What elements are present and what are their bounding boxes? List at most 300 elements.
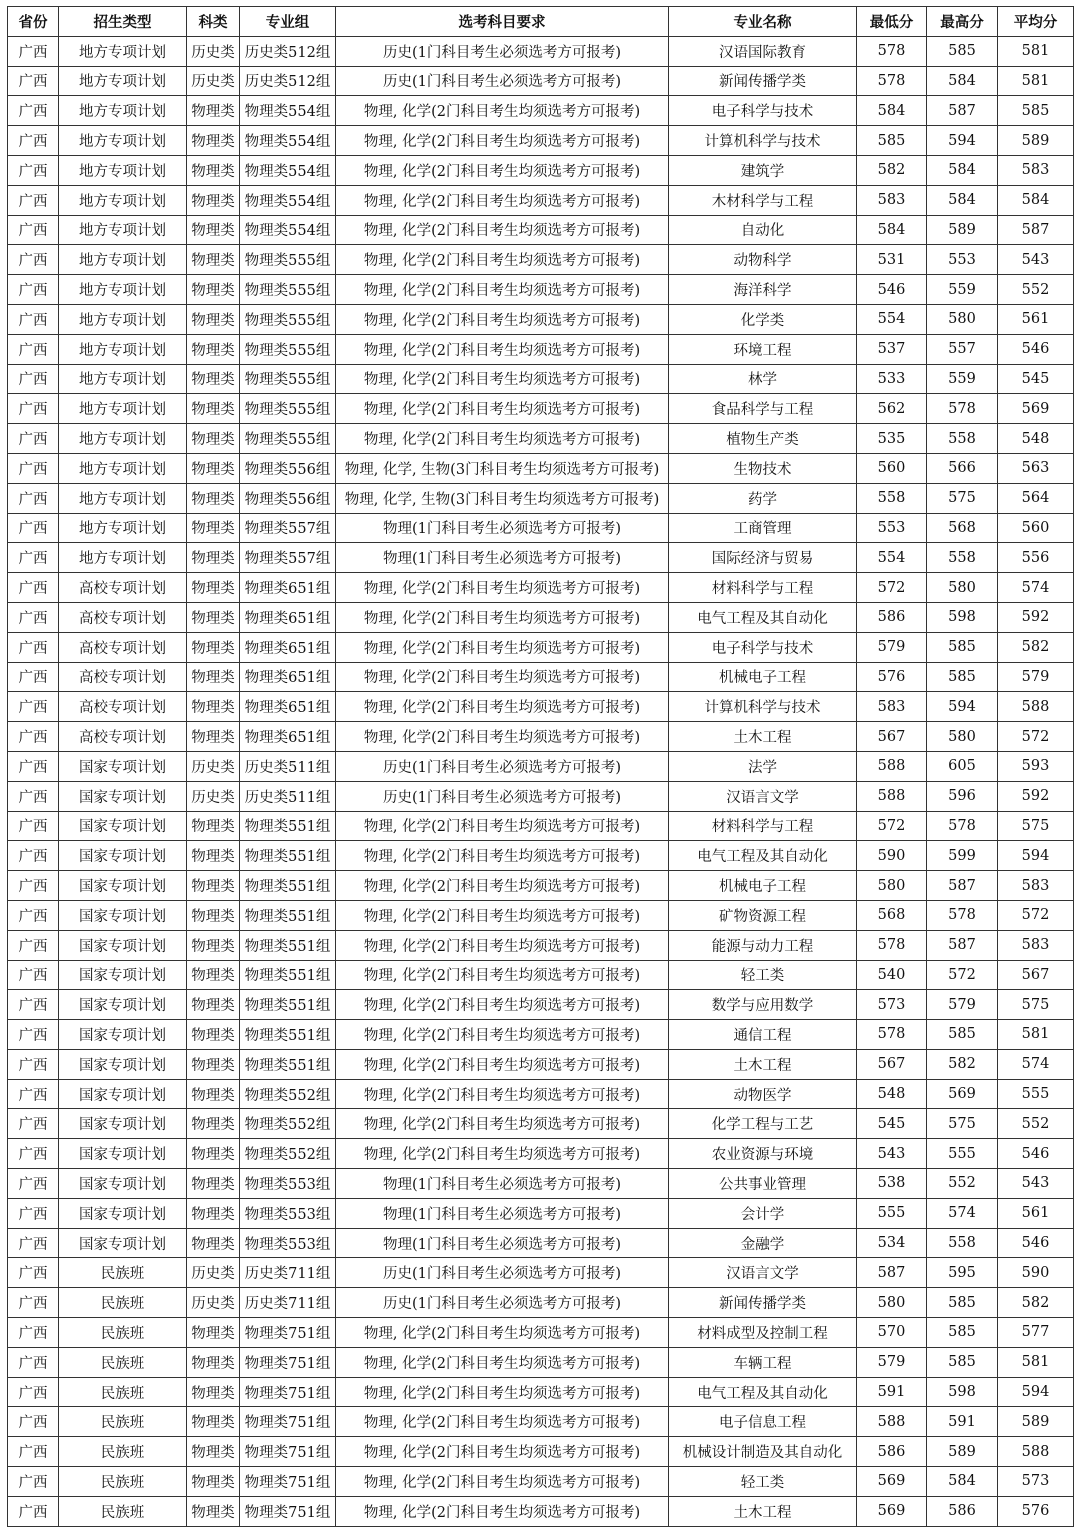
cell-avg-score: 560 [998,513,1074,543]
table-row [8,1407,1074,1437]
cell-admission-type: 国家专项计划 [59,1079,187,1109]
cell-major-group: 历史类511组 [240,781,336,811]
cell-admission-type: 地方专项计划 [59,483,187,513]
cell-major-group: 物理类552组 [240,1109,336,1139]
table-row [8,185,1074,215]
table-body [8,36,1074,1526]
cell-major-name: 材料科学与工程 [669,573,857,603]
cell-max-score: 580 [927,304,998,334]
table-row [8,960,1074,990]
cell-province: 广西 [8,990,59,1020]
cell-major-name: 机械电子工程 [669,662,857,692]
cell-major-name: 公共事业管理 [669,1169,857,1199]
table-row [8,513,1074,543]
cell-admission-type: 地方专项计划 [59,66,187,96]
cell-subject-requirement: 物理, 化学(2门科目考生均须选考方可报考) [336,930,669,960]
cell-province: 广西 [8,1318,59,1348]
cell-avg-score: 574 [998,573,1074,603]
cell-admission-type: 国家专项计划 [59,871,187,901]
cell-admission-type: 地方专项计划 [59,394,187,424]
table-row [8,245,1074,275]
cell-major-group: 物理类751组 [240,1467,336,1497]
cell-subject-requirement: 物理, 化学(2门科目考生均须选考方可报考) [336,155,669,185]
cell-subject-category: 物理类 [187,662,240,692]
cell-subject-category: 历史类 [187,66,240,96]
cell-province: 广西 [8,841,59,871]
table-row [8,573,1074,603]
cell-subject-requirement: 历史(1门科目考生必须选考方可报考) [336,781,669,811]
cell-major-name: 会计学 [669,1198,857,1228]
header-min-score: 最低分 [857,7,927,37]
cell-min-score: 588 [857,751,927,781]
cell-major-group: 物理类557组 [240,543,336,573]
cell-subject-requirement: 物理, 化学(2门科目考生均须选考方可报考) [336,1318,669,1348]
cell-major-name: 农业资源与环境 [669,1139,857,1169]
cell-major-group: 物理类751组 [240,1377,336,1407]
cell-major-name: 汉语言文学 [669,1258,857,1288]
cell-major-group: 物理类751组 [240,1318,336,1348]
cell-major-name: 植物生产类 [669,424,857,454]
cell-subject-requirement: 物理, 化学, 生物(3门科目考生均须选考方可报考) [336,483,669,513]
table-row [8,632,1074,662]
cell-major-name: 法学 [669,751,857,781]
cell-min-score: 555 [857,1198,927,1228]
cell-max-score: 599 [927,841,998,871]
cell-major-group: 物理类555组 [240,394,336,424]
cell-avg-score: 552 [998,1109,1074,1139]
cell-province: 广西 [8,394,59,424]
cell-major-group: 物理类554组 [240,96,336,126]
cell-avg-score: 589 [998,126,1074,156]
cell-avg-score: 563 [998,453,1074,483]
cell-major-group: 物理类551组 [240,990,336,1020]
cell-avg-score: 556 [998,543,1074,573]
cell-subject-category: 物理类 [187,245,240,275]
cell-min-score: 587 [857,1258,927,1288]
cell-subject-category: 物理类 [187,1407,240,1437]
cell-admission-type: 高校专项计划 [59,722,187,752]
table-row [8,215,1074,245]
cell-avg-score: 582 [998,632,1074,662]
table-row [8,1258,1074,1288]
header-admission-type: 招生类型 [59,7,187,37]
cell-major-group: 物理类551组 [240,871,336,901]
cell-major-name: 土木工程 [669,722,857,752]
cell-subject-category: 物理类 [187,304,240,334]
cell-major-group: 物理类554组 [240,215,336,245]
table-row [8,900,1074,930]
cell-min-score: 573 [857,990,927,1020]
cell-subject-category: 物理类 [187,1198,240,1228]
cell-avg-score: 564 [998,483,1074,513]
cell-admission-type: 高校专项计划 [59,573,187,603]
cell-avg-score: 577 [998,1318,1074,1348]
table-row [8,394,1074,424]
cell-subject-category: 物理类 [187,1347,240,1377]
cell-subject-requirement: 物理, 化学(2门科目考生均须选考方可报考) [336,722,669,752]
cell-subject-category: 物理类 [187,871,240,901]
cell-max-score: 585 [927,1288,998,1318]
cell-subject-requirement: 物理, 化学(2门科目考生均须选考方可报考) [336,1079,669,1109]
cell-subject-category: 物理类 [187,1169,240,1199]
table-row [8,1109,1074,1139]
cell-max-score: 589 [927,1437,998,1467]
cell-major-name: 动物医学 [669,1079,857,1109]
cell-major-name: 车辆工程 [669,1347,857,1377]
cell-major-group: 物理类651组 [240,722,336,752]
cell-subject-category: 物理类 [187,1049,240,1079]
cell-max-score: 596 [927,781,998,811]
cell-max-score: 595 [927,1258,998,1288]
table-header-row [8,7,1074,37]
cell-province: 广西 [8,483,59,513]
cell-major-group: 物理类557组 [240,513,336,543]
cell-subject-category: 物理类 [187,1318,240,1348]
cell-major-group: 历史类511组 [240,751,336,781]
cell-min-score: 540 [857,960,927,990]
cell-min-score: 546 [857,275,927,305]
cell-subject-requirement: 物理, 化学(2门科目考生均须选考方可报考) [336,871,669,901]
table-row [8,155,1074,185]
table-row [8,1169,1074,1199]
cell-admission-type: 民族班 [59,1318,187,1348]
cell-major-group: 物理类651组 [240,602,336,632]
cell-subject-category: 物理类 [187,1437,240,1467]
cell-min-score: 591 [857,1377,927,1407]
cell-subject-requirement: 物理, 化学(2门科目考生均须选考方可报考) [336,1496,669,1526]
cell-avg-score: 582 [998,1288,1074,1318]
table-row [8,811,1074,841]
cell-subject-requirement: 物理(1门科目考生必须选考方可报考) [336,543,669,573]
cell-subject-requirement: 物理, 化学(2门科目考生均须选考方可报考) [336,692,669,722]
cell-major-group: 物理类553组 [240,1228,336,1258]
cell-avg-score: 587 [998,215,1074,245]
table-row [8,781,1074,811]
cell-max-score: 574 [927,1198,998,1228]
cell-major-group: 物理类551组 [240,841,336,871]
cell-admission-type: 民族班 [59,1407,187,1437]
cell-major-name: 计算机科学与技术 [669,692,857,722]
table-row [8,871,1074,901]
cell-subject-requirement: 物理, 化学(2门科目考生均须选考方可报考) [336,424,669,454]
cell-subject-requirement: 物理, 化学(2门科目考生均须选考方可报考) [336,1347,669,1377]
cell-province: 广西 [8,1139,59,1169]
cell-max-score: 585 [927,36,998,66]
cell-admission-type: 国家专项计划 [59,751,187,781]
cell-subject-requirement: 物理, 化学(2门科目考生均须选考方可报考) [336,1109,669,1139]
cell-max-score: 594 [927,126,998,156]
cell-major-name: 食品科学与工程 [669,394,857,424]
cell-avg-score: 588 [998,692,1074,722]
cell-province: 广西 [8,543,59,573]
cell-avg-score: 579 [998,662,1074,692]
cell-subject-category: 物理类 [187,1109,240,1139]
cell-admission-type: 国家专项计划 [59,1169,187,1199]
cell-subject-category: 物理类 [187,930,240,960]
cell-subject-category: 物理类 [187,185,240,215]
cell-major-name: 自动化 [669,215,857,245]
cell-subject-category: 物理类 [187,96,240,126]
cell-subject-category: 物理类 [187,1020,240,1050]
cell-major-group: 物理类553组 [240,1198,336,1228]
header-major-group: 专业组 [240,7,336,37]
cell-admission-type: 地方专项计划 [59,215,187,245]
table-row [8,1198,1074,1228]
cell-subject-requirement: 物理(1门科目考生必须选考方可报考) [336,513,669,543]
cell-admission-type: 地方专项计划 [59,424,187,454]
cell-major-name: 动物科学 [669,245,857,275]
cell-admission-type: 地方专项计划 [59,543,187,573]
cell-subject-category: 物理类 [187,1467,240,1497]
cell-admission-type: 地方专项计划 [59,334,187,364]
cell-admission-type: 国家专项计划 [59,811,187,841]
cell-province: 广西 [8,1109,59,1139]
cell-avg-score: 552 [998,275,1074,305]
cell-min-score: 534 [857,1228,927,1258]
cell-min-score: 553 [857,513,927,543]
cell-max-score: 585 [927,1347,998,1377]
cell-subject-category: 历史类 [187,36,240,66]
cell-max-score: 594 [927,692,998,722]
cell-province: 广西 [8,36,59,66]
cell-major-group: 物理类555组 [240,364,336,394]
cell-max-score: 585 [927,662,998,692]
cell-subject-requirement: 物理, 化学(2门科目考生均须选考方可报考) [336,1139,669,1169]
cell-min-score: 588 [857,781,927,811]
cell-subject-category: 物理类 [187,692,240,722]
cell-major-name: 生物技术 [669,453,857,483]
cell-province: 广西 [8,1169,59,1199]
cell-admission-type: 民族班 [59,1437,187,1467]
cell-max-score: 557 [927,334,998,364]
table-row [8,1020,1074,1050]
cell-avg-score: 543 [998,245,1074,275]
cell-major-name: 土木工程 [669,1496,857,1526]
cell-province: 广西 [8,185,59,215]
cell-avg-score: 585 [998,96,1074,126]
table-row [8,1318,1074,1348]
cell-major-group: 物理类554组 [240,126,336,156]
cell-min-score: 586 [857,602,927,632]
cell-subject-requirement: 历史(1门科目考生必须选考方可报考) [336,751,669,781]
cell-avg-score: 561 [998,1198,1074,1228]
cell-avg-score: 589 [998,1407,1074,1437]
cell-min-score: 554 [857,543,927,573]
cell-major-name: 化学工程与工艺 [669,1109,857,1139]
cell-max-score: 589 [927,215,998,245]
cell-avg-score: 584 [998,185,1074,215]
cell-min-score: 582 [857,155,927,185]
cell-major-group: 物理类551组 [240,811,336,841]
cell-max-score: 584 [927,66,998,96]
cell-major-name: 轻工类 [669,960,857,990]
cell-min-score: 568 [857,900,927,930]
cell-avg-score: 561 [998,304,1074,334]
cell-max-score: 566 [927,453,998,483]
cell-subject-requirement: 物理, 化学(2门科目考生均须选考方可报考) [336,334,669,364]
cell-province: 广西 [8,573,59,603]
cell-min-score: 583 [857,692,927,722]
table-row [8,304,1074,334]
cell-min-score: 545 [857,1109,927,1139]
cell-subject-category: 物理类 [187,1228,240,1258]
cell-subject-category: 物理类 [187,394,240,424]
cell-major-group: 物理类555组 [240,334,336,364]
table-row [8,1228,1074,1258]
cell-min-score: 548 [857,1079,927,1109]
cell-admission-type: 地方专项计划 [59,364,187,394]
cell-min-score: 570 [857,1318,927,1348]
cell-min-score: 572 [857,573,927,603]
cell-major-group: 物理类551组 [240,930,336,960]
table-row [8,1437,1074,1467]
cell-province: 广西 [8,334,59,364]
cell-min-score: 531 [857,245,927,275]
cell-avg-score: 546 [998,334,1074,364]
cell-subject-requirement: 历史(1门科目考生必须选考方可报考) [336,66,669,96]
cell-admission-type: 高校专项计划 [59,602,187,632]
cell-min-score: 533 [857,364,927,394]
cell-min-score: 588 [857,1407,927,1437]
header-subject-category: 科类 [187,7,240,37]
admission-scores-table [7,6,1074,1527]
cell-admission-type: 国家专项计划 [59,841,187,871]
cell-avg-score: 588 [998,1437,1074,1467]
cell-admission-type: 民族班 [59,1288,187,1318]
cell-subject-category: 物理类 [187,990,240,1020]
cell-major-name: 金融学 [669,1228,857,1258]
table-row [8,722,1074,752]
cell-major-group: 物理类651组 [240,573,336,603]
cell-subject-requirement: 历史(1门科目考生必须选考方可报考) [336,1258,669,1288]
cell-major-group: 物理类751组 [240,1496,336,1526]
cell-max-score: 587 [927,871,998,901]
cell-major-name: 新闻传播学类 [669,1288,857,1318]
cell-subject-category: 物理类 [187,334,240,364]
cell-admission-type: 地方专项计划 [59,36,187,66]
cell-major-name: 轻工类 [669,1467,857,1497]
table-row [8,275,1074,305]
cell-subject-category: 历史类 [187,751,240,781]
header-avg-score: 平均分 [998,7,1074,37]
cell-max-score: 580 [927,722,998,752]
cell-min-score: 538 [857,1169,927,1199]
cell-subject-requirement: 物理, 化学(2门科目考生均须选考方可报考) [336,96,669,126]
table-row [8,1467,1074,1497]
table-row [8,483,1074,513]
cell-province: 广西 [8,871,59,901]
cell-subject-category: 物理类 [187,453,240,483]
cell-subject-category: 物理类 [187,513,240,543]
table-row [8,66,1074,96]
cell-max-score: 584 [927,155,998,185]
cell-province: 广西 [8,1020,59,1050]
cell-max-score: 558 [927,1228,998,1258]
cell-major-group: 物理类552组 [240,1079,336,1109]
cell-major-name: 材料成型及控制工程 [669,1318,857,1348]
cell-major-name: 电子信息工程 [669,1407,857,1437]
cell-subject-category: 物理类 [187,543,240,573]
cell-subject-requirement: 物理(1门科目考生必须选考方可报考) [336,1198,669,1228]
cell-subject-requirement: 历史(1门科目考生必须选考方可报考) [336,36,669,66]
cell-subject-requirement: 物理, 化学(2门科目考生均须选考方可报考) [336,1437,669,1467]
cell-subject-category: 历史类 [187,781,240,811]
cell-admission-type: 地方专项计划 [59,513,187,543]
cell-major-group: 历史类711组 [240,1288,336,1318]
cell-major-group: 历史类512组 [240,66,336,96]
cell-province: 广西 [8,811,59,841]
header-subject-requirement: 选考科目要求 [336,7,669,37]
cell-major-name: 材料科学与工程 [669,811,857,841]
cell-subject-requirement: 物理, 化学(2门科目考生均须选考方可报考) [336,1467,669,1497]
cell-province: 广西 [8,692,59,722]
cell-major-name: 林学 [669,364,857,394]
cell-avg-score: 581 [998,1020,1074,1050]
table-row [8,841,1074,871]
cell-subject-category: 物理类 [187,1496,240,1526]
cell-admission-type: 国家专项计划 [59,1020,187,1050]
cell-max-score: 568 [927,513,998,543]
cell-subject-requirement: 物理(1门科目考生必须选考方可报考) [336,1169,669,1199]
cell-admission-type: 国家专项计划 [59,1109,187,1139]
cell-province: 广西 [8,1198,59,1228]
cell-province: 广西 [8,304,59,334]
cell-min-score: 578 [857,36,927,66]
cell-max-score: 555 [927,1139,998,1169]
cell-subject-category: 物理类 [187,811,240,841]
cell-admission-type: 民族班 [59,1258,187,1288]
cell-max-score: 575 [927,1109,998,1139]
cell-admission-type: 国家专项计划 [59,1049,187,1079]
cell-province: 广西 [8,1407,59,1437]
table-row [8,453,1074,483]
cell-subject-category: 物理类 [187,155,240,185]
cell-major-name: 机械电子工程 [669,871,857,901]
cell-admission-type: 地方专项计划 [59,453,187,483]
cell-major-group: 历史类512组 [240,36,336,66]
cell-major-group: 物理类553组 [240,1169,336,1199]
cell-province: 广西 [8,1258,59,1288]
cell-subject-category: 物理类 [187,573,240,603]
cell-admission-type: 国家专项计划 [59,990,187,1020]
cell-major-name: 计算机科学与技术 [669,126,857,156]
cell-avg-score: 583 [998,930,1074,960]
cell-province: 广西 [8,1079,59,1109]
cell-avg-score: 581 [998,66,1074,96]
cell-avg-score: 546 [998,1139,1074,1169]
cell-max-score: 578 [927,900,998,930]
cell-province: 广西 [8,513,59,543]
cell-avg-score: 590 [998,1258,1074,1288]
cell-min-score: 578 [857,66,927,96]
cell-avg-score: 593 [998,751,1074,781]
cell-admission-type: 国家专项计划 [59,900,187,930]
table-row [8,930,1074,960]
cell-min-score: 579 [857,1347,927,1377]
cell-province: 广西 [8,1377,59,1407]
cell-province: 广西 [8,1049,59,1079]
cell-max-score: 558 [927,543,998,573]
cell-min-score: 560 [857,453,927,483]
cell-province: 广西 [8,751,59,781]
cell-major-group: 物理类551组 [240,900,336,930]
cell-subject-category: 物理类 [187,424,240,454]
cell-avg-score: 573 [998,1467,1074,1497]
cell-avg-score: 545 [998,364,1074,394]
cell-avg-score: 548 [998,424,1074,454]
cell-province: 广西 [8,155,59,185]
cell-subject-category: 物理类 [187,483,240,513]
